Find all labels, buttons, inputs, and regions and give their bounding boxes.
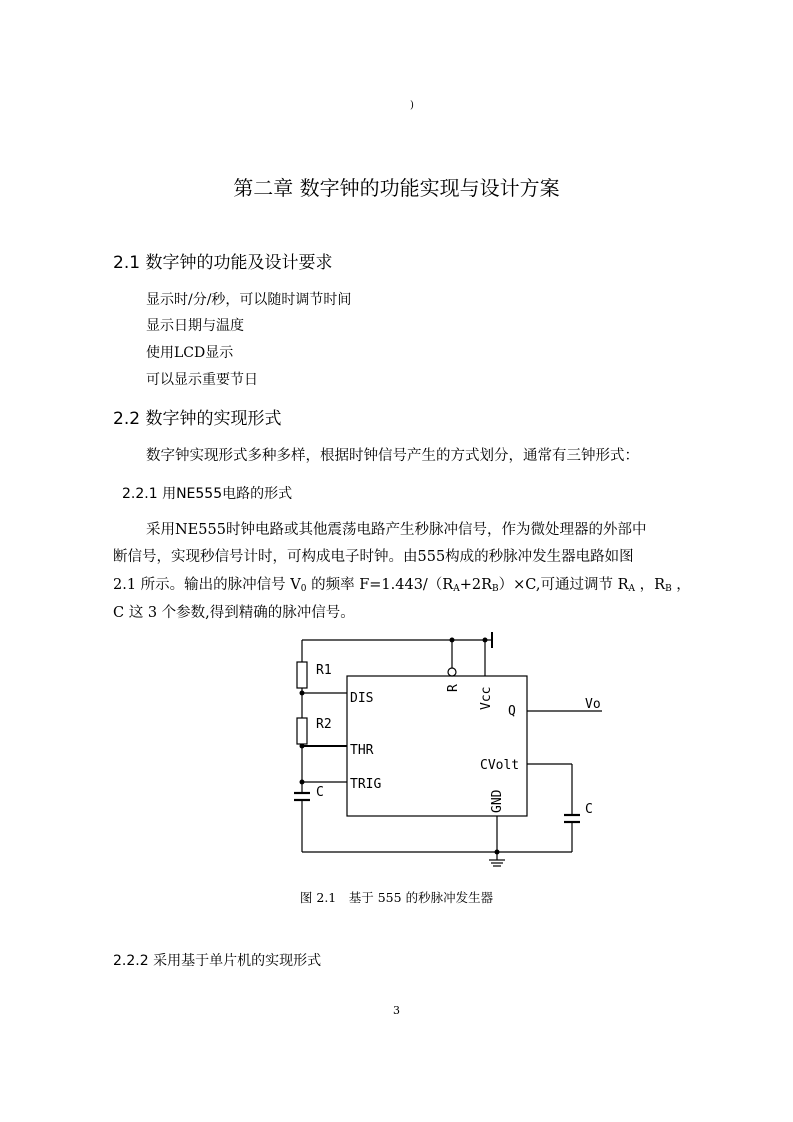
section-2-2-intro: 数字钟实现形式多种多样，根据时钟信号产生的方式划分，通常有三钟形式：: [146, 448, 639, 464]
junction-dot: [300, 691, 305, 696]
figure-caption: 图 2.1 基于 555 的秒脉冲发生器: [299, 890, 494, 905]
pin-trig: TRIG: [350, 777, 382, 792]
label-c-right: C: [585, 802, 593, 817]
subscript: B: [665, 584, 672, 594]
text-run: +2R: [459, 577, 493, 593]
page-number: 3: [393, 1004, 400, 1017]
header-mark: ): [410, 100, 414, 111]
subscript: A: [628, 584, 636, 594]
pin-gnd: GND: [490, 789, 505, 813]
text-run: ，R: [635, 577, 666, 593]
pin-thr: THR: [350, 743, 374, 758]
requirement-item: 显示日期与温度: [146, 318, 244, 334]
text-run: 的频率 F=1.443/（R: [306, 577, 454, 593]
paragraph-line-formula: [113, 573, 691, 594]
requirement-item: 显示时/分/秒，可以随时调节时间: [146, 292, 352, 308]
label-output: Vo: [585, 697, 601, 712]
circuit-diagram: [280, 630, 620, 875]
text-run: 2.1 所示。输出的脉冲信号 V: [113, 577, 301, 593]
pin-q: Q: [508, 704, 516, 719]
junction-dot: [300, 780, 305, 785]
pin-r: R: [446, 684, 461, 692]
pin-cvolt: CVolt: [480, 758, 520, 773]
label-r1: R1: [316, 663, 332, 678]
subscript: 0: [300, 584, 307, 594]
pin-dis: DIS: [350, 691, 374, 706]
pin-vcc: Vcc: [479, 686, 494, 710]
subscript: A: [453, 584, 460, 594]
resistor-r1: [297, 662, 307, 688]
requirement-item: 使用LCD显示: [146, 345, 234, 361]
reset-pin-bubble: [448, 668, 456, 676]
section-2-1-title: 2.1 数字钟的功能及设计要求: [113, 253, 333, 273]
label-r2: R2: [316, 717, 332, 732]
section-2-2-2-title: 2.2.2 采用基于单片机的实现形式: [113, 953, 322, 969]
requirement-item: 可以显示重要节日: [146, 372, 258, 388]
paragraph-line: 采用NE555时钟电路或其他震荡电路产生秒脉冲信号，作为微处理器的外部中: [146, 522, 647, 538]
junction-dot: [483, 638, 488, 643]
chapter-title: 第二章 数字钟的功能实现与设计方案: [233, 176, 560, 200]
junction-dot: [300, 744, 305, 749]
section-2-2-1-title: 2.2.1 用NE555电路的形式: [122, 486, 293, 502]
paragraph-line: C 这 3 个参数,得到精确的脉冲信号。: [113, 605, 355, 621]
resistor-r2: [297, 718, 307, 744]
label-c-left: C: [316, 785, 324, 800]
paragraph-line: 断信号，实现秒信号计时，可构成电子时钟。由555构成的秒脉冲发生器电路如图: [113, 549, 634, 565]
junction-dot: [450, 638, 455, 643]
section-2-2-title: 2.2 数字钟的实现形式: [113, 409, 282, 429]
text-run: ，: [671, 577, 691, 593]
subscript: B: [492, 584, 499, 594]
junction-dot: [495, 850, 500, 855]
text-run: ）×C,可通过调节 R: [498, 577, 629, 593]
